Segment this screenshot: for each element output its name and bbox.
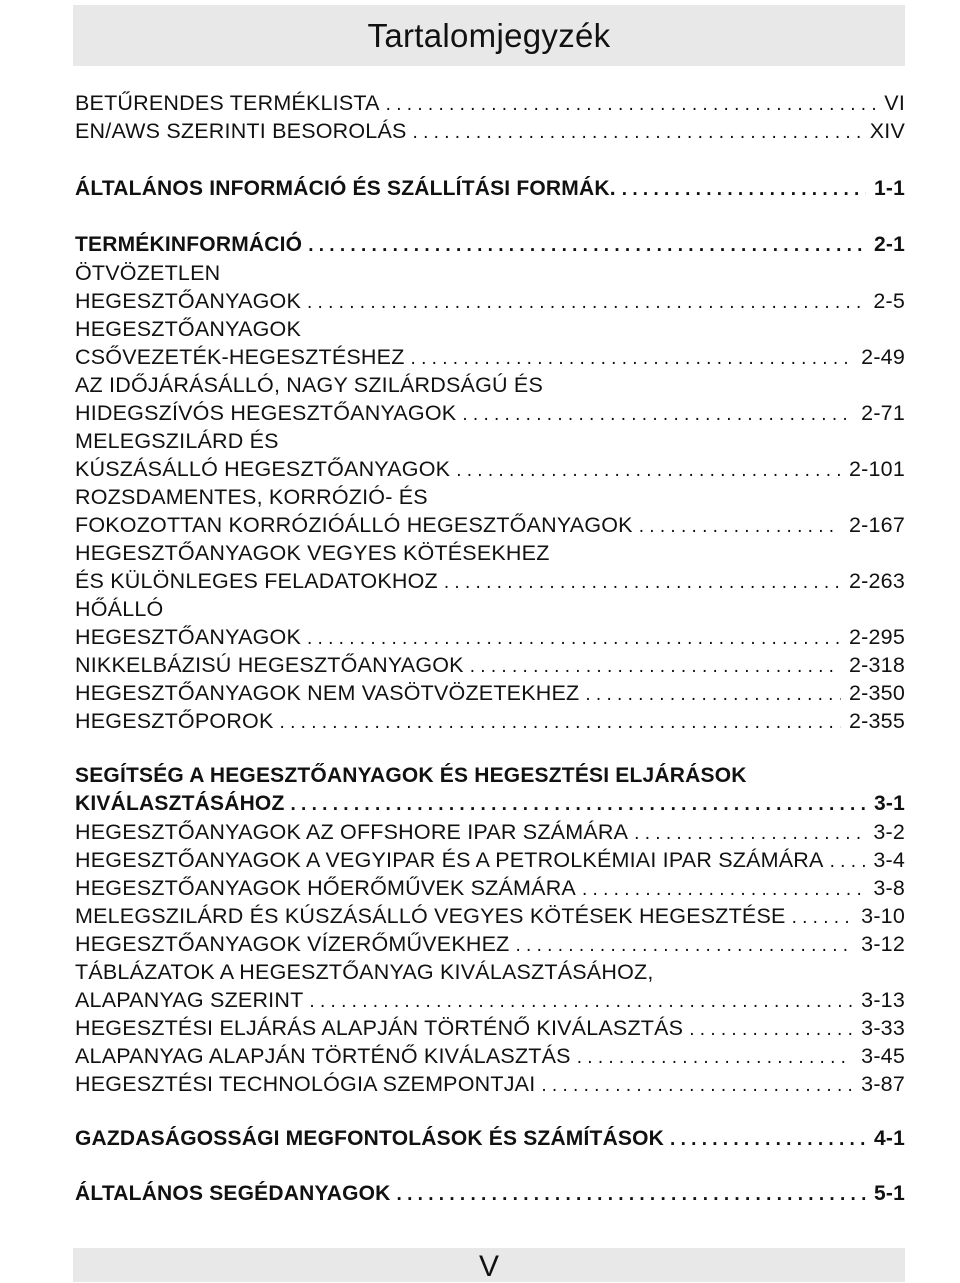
toc-page-number: 3-12 bbox=[861, 932, 905, 956]
toc-entry[interactable] bbox=[75, 89, 905, 117]
toc-entry-text: FOKOZOTTAN KORRÓZIÓÁLLÓ HEGESZTŐANYAGOK bbox=[75, 513, 633, 537]
dot-leader bbox=[307, 289, 865, 317]
dot-leader bbox=[689, 1016, 853, 1044]
toc-entry-text: NIKKELBÁZISÚ HEGESZTŐANYAGOK bbox=[75, 653, 464, 677]
toc-entry-text: KÚSZÁSÁLLÓ HEGESZTŐANYAGOK bbox=[75, 457, 451, 481]
dot-leader bbox=[670, 1126, 866, 1154]
toc-entry-text: MELEGSZILÁRD ÉS KÚSZÁSÁLLÓ VEGYES KÖTÉSEK HEGESZTÉSE bbox=[75, 904, 786, 928]
toc-entry-text: EN/AWS SZERINTI BESOROLÁS bbox=[75, 119, 407, 143]
dot-leader bbox=[639, 513, 841, 541]
dot-leader bbox=[411, 345, 854, 373]
toc-entry-text: ÁLTALÁNOS INFORMÁCIÓ ÉS SZÁLLÍTÁSI FORMÁK. bbox=[75, 177, 616, 200]
toc-entry[interactable] bbox=[75, 623, 905, 651]
toc-page-number: 2-5 bbox=[873, 289, 905, 313]
toc-entry-text: BETŰRENDES TERMÉKLISTA bbox=[75, 91, 380, 115]
toc-page-number: VI bbox=[884, 91, 905, 115]
toc-entry-text: CSŐVEZETÉK-HEGESZTÉSHEZ bbox=[75, 345, 405, 369]
toc-entry-text: GAZDASÁGOSSÁGI MEGFONTOLÁSOK ÉS SZÁMÍTÁSOK bbox=[75, 1127, 665, 1150]
toc-entry[interactable] bbox=[75, 930, 905, 958]
toc-entry[interactable] bbox=[75, 117, 905, 145]
toc-entry[interactable] bbox=[75, 511, 905, 539]
toc-entry[interactable] bbox=[75, 567, 905, 595]
table-of-contents bbox=[75, 89, 905, 1208]
toc-page-number: 3-4 bbox=[873, 848, 905, 872]
toc-entry-text: HEGESZTŐANYAGOK bbox=[75, 289, 301, 313]
toc-section-entry[interactable] bbox=[75, 1125, 905, 1153]
toc-entry-text: HEGESZTÉSI ELJÁRÁS ALAPJÁN TÖRTÉNŐ KIVÁLASZTÁS bbox=[75, 1016, 684, 1040]
toc-page-number: 3-87 bbox=[861, 1072, 905, 1096]
dot-leader bbox=[309, 988, 853, 1016]
toc-page-number: 3-1 bbox=[874, 792, 905, 815]
toc-entry-text: HEGESZTŐANYAGOK HŐERŐMŰVEK SZÁMÁRA bbox=[75, 876, 576, 900]
toc-page-number: 2-355 bbox=[849, 709, 905, 733]
dot-leader bbox=[280, 709, 841, 737]
toc-entry-text-line: HŐÁLLÓ bbox=[75, 597, 164, 621]
toc-entry[interactable] bbox=[75, 679, 905, 707]
toc-page-number: 2-49 bbox=[861, 345, 905, 369]
toc-entry[interactable] bbox=[75, 399, 905, 427]
toc-entry[interactable] bbox=[75, 902, 905, 930]
dot-leader bbox=[456, 457, 841, 485]
section-spacer bbox=[75, 145, 905, 175]
toc-page-number: 4-1 bbox=[874, 1127, 905, 1150]
toc-entry-text-line: ÖTVÖZETLEN bbox=[75, 261, 221, 285]
dot-leader bbox=[582, 876, 865, 904]
dot-leader bbox=[291, 791, 867, 819]
toc-page-number: 3-8 bbox=[873, 876, 905, 900]
toc-entry-text: HEGESZTŐANYAGOK A VEGYIPAR ÉS A PETROLKÉMIAI IPAR SZÁMÁRA bbox=[75, 848, 824, 872]
toc-page-number: 2-318 bbox=[849, 653, 905, 677]
toc-entry[interactable] bbox=[75, 1014, 905, 1042]
section-spacer bbox=[75, 203, 905, 231]
page-title: Tartalomjegyzék bbox=[367, 16, 611, 54]
toc-entry[interactable] bbox=[75, 1070, 905, 1098]
toc-section-entry[interactable] bbox=[75, 175, 905, 203]
toc-entry-text: HEGESZTÉSI TECHNOLÓGIA SZEMPONTJAI bbox=[75, 1072, 536, 1096]
toc-page-number: 3-45 bbox=[861, 1044, 905, 1068]
toc-entry-text: HEGESZTŐANYAGOK AZ OFFSHORE IPAR SZÁMÁRA bbox=[75, 820, 629, 844]
toc-entry[interactable] bbox=[75, 846, 905, 874]
toc-page-number: 5-1 bbox=[874, 1182, 905, 1205]
page-number: V bbox=[478, 1250, 499, 1283]
toc-page-number: 2-1 bbox=[874, 233, 905, 256]
toc-entry-text: HEGESZTŐANYAGOK VÍZERŐMŰVEKHEZ bbox=[75, 932, 510, 956]
toc-section-entry[interactable] bbox=[75, 790, 905, 818]
toc-entry[interactable] bbox=[75, 986, 905, 1014]
toc-entry[interactable] bbox=[75, 707, 905, 735]
dot-leader bbox=[792, 904, 854, 932]
toc-entry-text-line: HEGESZTŐANYAGOK bbox=[75, 317, 301, 341]
toc-page-number: 2-263 bbox=[849, 569, 905, 593]
toc-entry[interactable] bbox=[75, 343, 905, 371]
dot-leader bbox=[462, 401, 853, 429]
toc-entry[interactable] bbox=[75, 874, 905, 902]
toc-entry-text: HIDEGSZÍVÓS HEGESZTŐANYAGOK bbox=[75, 401, 457, 425]
toc-entry-text: ALAPANYAG SZERINT bbox=[75, 988, 304, 1012]
toc-page-number: 2-71 bbox=[861, 401, 905, 425]
toc-entry-text-line: MELEGSZILÁRD ÉS bbox=[75, 429, 279, 453]
toc-entry[interactable] bbox=[75, 287, 905, 315]
toc-page-number: 2-167 bbox=[849, 513, 905, 537]
toc-entry-text-line: AZ IDŐJÁRÁSÁLLÓ, NAGY SZILÁRDSÁGÚ ÉS bbox=[75, 373, 543, 397]
toc-entry-text: HEGESZTŐPOROK bbox=[75, 709, 274, 733]
section-spacer bbox=[75, 1098, 905, 1125]
toc-page-number: 2-350 bbox=[849, 681, 905, 705]
toc-page-number: 1-1 bbox=[874, 177, 905, 200]
dot-leader bbox=[386, 91, 877, 119]
toc-entry-text: KIVÁLASZTÁSÁHOZ bbox=[75, 792, 285, 815]
toc-entry-text-line: ROZSDAMENTES, KORRÓZIÓ- ÉS bbox=[75, 485, 428, 509]
toc-section-entry[interactable] bbox=[75, 231, 905, 259]
toc-entry[interactable] bbox=[75, 455, 905, 483]
dot-leader bbox=[830, 848, 866, 876]
toc-entry-text: ÁLTALÁNOS SEGÉDANYAGOK bbox=[75, 1182, 391, 1205]
dot-leader bbox=[634, 820, 865, 848]
toc-page-number: 2-101 bbox=[849, 457, 905, 481]
dot-leader bbox=[577, 1044, 853, 1072]
title-bar bbox=[73, 5, 905, 66]
dot-leader bbox=[307, 625, 841, 653]
dot-leader bbox=[308, 232, 866, 260]
section-spacer bbox=[75, 735, 905, 762]
toc-entry[interactable] bbox=[75, 651, 905, 679]
dot-leader bbox=[541, 1072, 853, 1100]
toc-page-number: 2-295 bbox=[849, 625, 905, 649]
dot-leader bbox=[413, 119, 862, 147]
toc-entry-text: HEGESZTŐANYAGOK NEM VASÖTVÖZETEKHEZ bbox=[75, 681, 580, 705]
dot-leader bbox=[470, 653, 841, 681]
toc-entry-text: TERMÉKINFORMÁCIÓ bbox=[75, 233, 303, 256]
toc-section-text-line: SEGÍTSÉG A HEGESZTŐANYAGOK ÉS HEGESZTÉSI ELJÁRÁSOK bbox=[75, 764, 747, 787]
toc-entry-text: ÉS KÜLÖNLEGES FELADATOKHOZ bbox=[75, 569, 438, 593]
toc-entry[interactable] bbox=[75, 818, 905, 846]
toc-page-number: 3-2 bbox=[873, 820, 905, 844]
toc-page-number: 3-13 bbox=[861, 988, 905, 1012]
toc-page-number: 3-33 bbox=[861, 1016, 905, 1040]
toc-entry-text: ALAPANYAG ALAPJÁN TÖRTÉNŐ KIVÁLASZTÁS bbox=[75, 1044, 571, 1068]
toc-entry-text-line: HEGESZTŐANYAGOK VEGYES KÖTÉSEKHEZ bbox=[75, 541, 550, 565]
dot-leader bbox=[515, 932, 853, 960]
dot-leader bbox=[444, 569, 841, 597]
toc-entry[interactable] bbox=[75, 1042, 905, 1070]
footer-bar bbox=[73, 1248, 905, 1282]
toc-entry-text-line: TÁBLÁZATOK A HEGESZTŐANYAG KIVÁLASZTÁSÁHOZ, bbox=[75, 960, 654, 984]
toc-section-entry[interactable] bbox=[75, 1180, 905, 1208]
toc-page-number: XIV bbox=[869, 119, 905, 143]
toc-entry-text: HEGESZTŐANYAGOK bbox=[75, 625, 301, 649]
dot-leader bbox=[585, 681, 841, 709]
dot-leader bbox=[622, 176, 866, 204]
dot-leader bbox=[397, 1181, 867, 1209]
toc-page-number: 3-10 bbox=[861, 904, 905, 928]
section-spacer bbox=[75, 1153, 905, 1180]
